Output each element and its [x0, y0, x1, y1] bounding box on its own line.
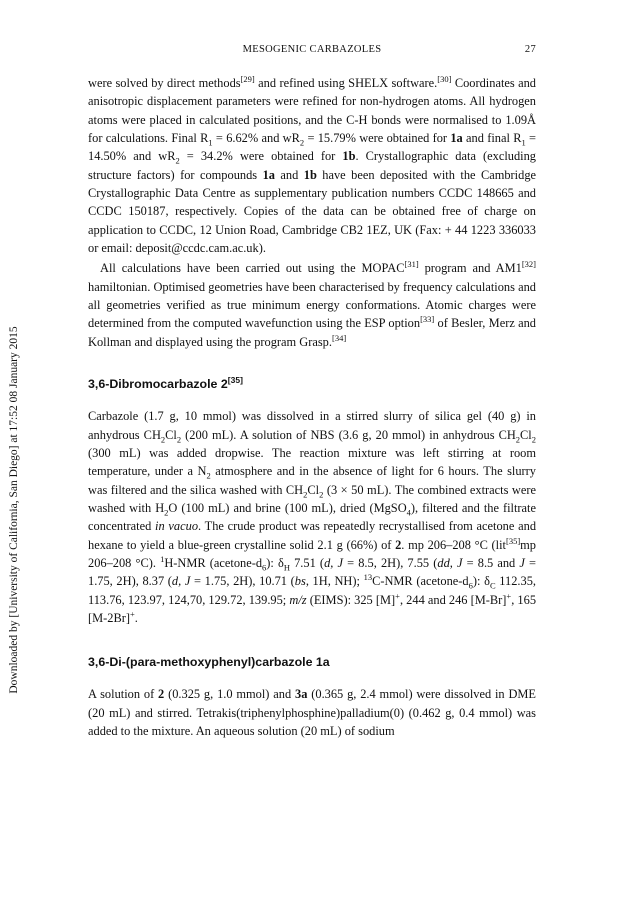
section-heading-dibromocarbazole: 3,6-Dibromocarbazole 2[35] [88, 375, 243, 392]
page-number: 27 [524, 44, 536, 55]
article-body [88, 74, 536, 740]
section-heading-methoxyphenylcarbazole: 3,6-Di-(para-methoxyphenyl)carbazole 1a [88, 655, 330, 670]
paragraph-crystallography: were solved by direct methods[29] and refined using SHELX software.[30] Coordinates and anisotropic displacement parameters were refined for non-hydrogen atoms. All hydrogen atoms were placed in calculated positions, and the C-H bonds were normalised to 1.09Å for calculations. Final $R_1 = 6.62\%$ and $wR_2 = 15.79\%$ were obtained for 1a and final $R_1 = 14.50\%$ and $wR_2 = 34.2\%$ were obtained for 1b. Crystallographic data (excluding structure factors) for compounds 1a and 1b have been deposited with the Cambridge Crystallographic Data Centre as supplementary publication numbers CCDC 148665 and CCDC 150187, respectively. Copies of the data can be obtained free of charge on application to CCDC, 12 Union Road, Cambridge CB2 1EZ, UK (Fax: + 44 1223 336033 or email: deposit@ccdc.cam.ac.uk). [88, 73, 537, 256]
paragraph-dibromocarbazole-synthesis: Carbazole (1.7 g, 10 mmol) was dissolved in a stirred slurry of silica gel (40 g) in anhydrous $CH_2Cl_2$ (200 mL). A solution of NBS (3.6 g, 20 mmol) in anhydrous $CH_2Cl_2$ (300 mL) was added dropwise. The reaction mixture was left stirring at room temperature, under a $N_2$ atmosphere and in the absence of light for 6 hours. The slurry was filtered and the silica washed with $CH_2Cl_2$ (3 × 50 mL). The combined extracts were washed with $H_2O$ (100 mL) and brine (100 mL), dried (MgSO$_4$), filtered and the filtrate concentrated in vacuo. The crude product was repeatedly recrystallised from acetone and hexane to yield a blue-green crystalline solid 2.1 g (66%) of 2. mp 206–208 °C (lit[35]mp 206–208 °C). $^1$H-NMR $(acetone-d_6)$: $\delta_H$ 7.51 (d, J = 8.5, 2H), 7.55 (dd, J = 8.5 and J = 1.75, 2H), 8.37 (d, J = 1.75, 2H), 10.71 (bs, 1H, NH); $^{13}$C-NMR $(acetone-d_6)$: $\delta_C$ 112.35, 113.76, 123.97, 124,70, 129.72, 139.95; m/z (EIMS): 325 [M]+, 244 and 246 [M-Br]+, 165 [M-2Br]+. [88, 409, 537, 625]
running-header [88, 44, 536, 60]
running-title: MESOGENIC CARBAZOLES [242, 44, 382, 55]
download-watermark [6, 270, 22, 750]
download-note: Downloaded by [University of California, San Diego] at 17:52 08 January 2015 [8, 326, 20, 694]
paragraph-calculations: All calculations have been carried out using the MOPAC[31] program and AM1[32] hamiltonian. Optimised geometries have been characterised by frequency calculations and all geometries verified as true minimum energy conformations. Atomic charges were determined from the computed wavefunction using the ESP option[33] of Besler, Merz and Kollman and displayed using the program Grasp.[34] [88, 259, 536, 349]
paragraph-methoxyphenylcarbazole-synthesis: A solution of 2 (0.325 g, 1.0 mmol) and 3a (0.365 g, 2.4 mmol) were dissolved in DME (20 mL) and stirred. Tetrakis(triphenylphosphine)palladium(0) (0.462 g, 0.4 mmol) was added to the mixture. An aqueous solution (20 mL) of sodium [88, 687, 537, 738]
